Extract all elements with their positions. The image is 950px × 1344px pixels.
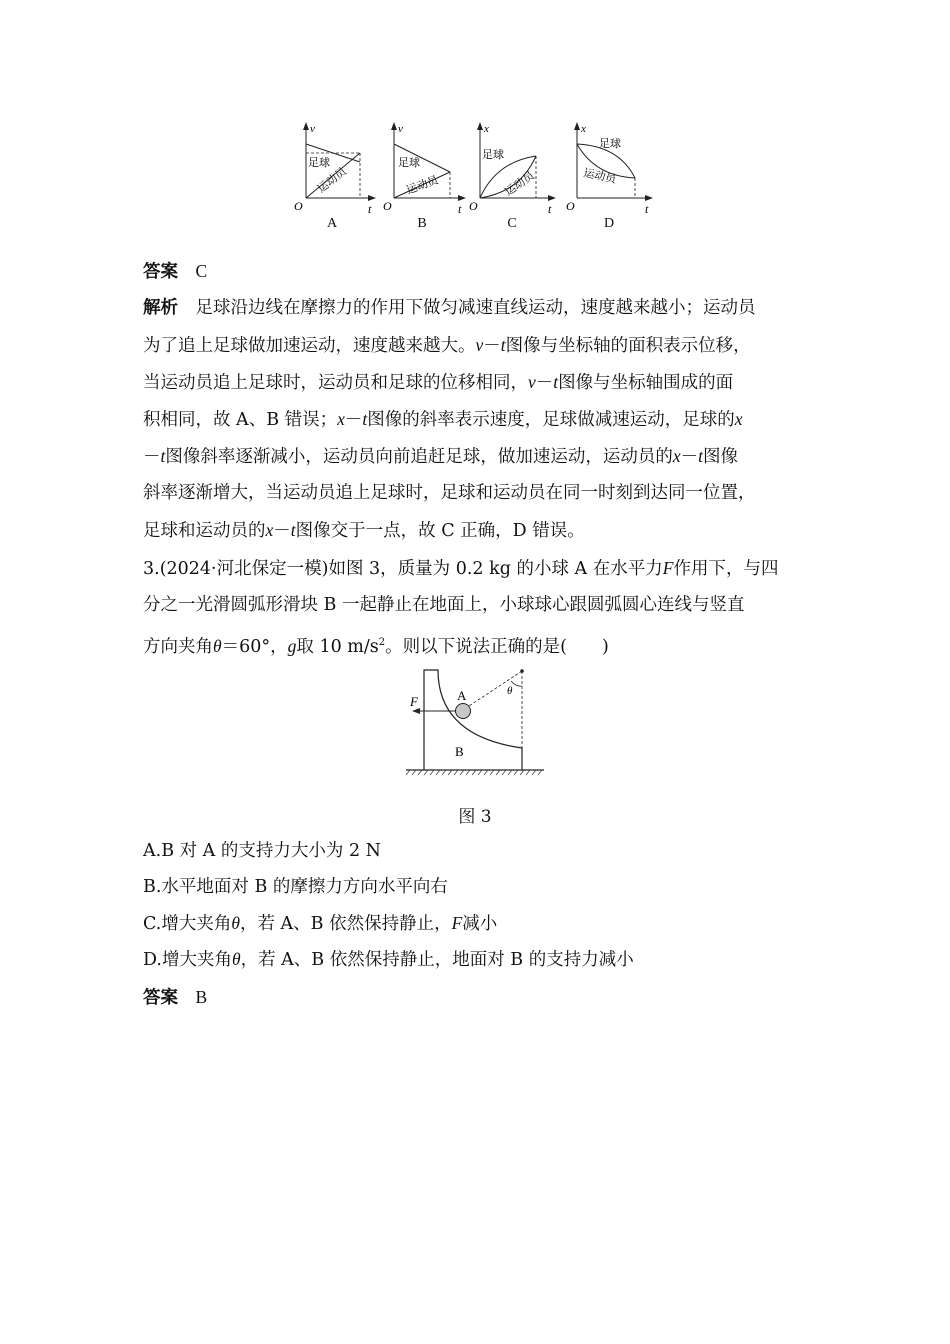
option-d-theta: θ xyxy=(231,949,241,969)
analysis-line-4 xyxy=(143,401,743,439)
answer-3-value: B xyxy=(195,987,208,1007)
graph-d-player-label: 运动员 xyxy=(582,166,618,186)
figure-3-diagram xyxy=(400,668,560,780)
analysis-t: t xyxy=(553,372,559,392)
analysis-line-7 xyxy=(143,512,585,550)
answer-3 xyxy=(143,979,207,1017)
graph-c-letter: C xyxy=(507,216,517,231)
question-3-g: g xyxy=(287,635,297,656)
graph-a-player-label: 运动员 xyxy=(314,164,349,196)
analysis-t: t xyxy=(290,520,296,540)
analysis-text-4c: 图像的斜率表示速度，足球做减速运动，足球的 xyxy=(367,410,735,430)
analysis-dash: － xyxy=(344,410,363,430)
analysis-text-2a: 为了追上足球做加速运动，速度越来越大。 xyxy=(143,336,476,356)
graph-c-plot xyxy=(468,118,556,218)
analysis-label: 解析 xyxy=(143,298,178,318)
analysis-t: t xyxy=(698,446,704,466)
option-c-text-c: 减小 xyxy=(462,914,498,934)
graph-c-player-label: 运动员 xyxy=(502,168,537,199)
graph-c-origin: O xyxy=(469,199,478,213)
figure-3-ball-label: A xyxy=(457,688,467,703)
graph-a-letter: A xyxy=(326,216,338,231)
option-c-force: F xyxy=(451,913,463,933)
graph-b-letter: B xyxy=(417,216,427,231)
analysis-line-2 xyxy=(143,327,751,365)
analysis-text-5b: 图像斜率逐渐减小，运动员向前追赶足球，做加速运动，运动员的 xyxy=(165,447,673,467)
analysis-line-6 xyxy=(143,475,756,512)
graph-b-y-label: v xyxy=(398,123,403,135)
option-a xyxy=(143,833,381,870)
option-c-text-b: ，若 A、B 依然保持静止， xyxy=(239,914,452,934)
analysis-t: t xyxy=(362,409,368,429)
analysis-v: v xyxy=(475,335,484,355)
question-3-line-2 xyxy=(143,587,744,624)
option-d xyxy=(143,941,634,979)
question-3-text-3a: 方向夹角 xyxy=(143,636,213,657)
graph-a-y-label: v xyxy=(310,123,315,135)
graph-b-player-label: 运动员 xyxy=(404,173,441,197)
graph-d-origin: O xyxy=(566,199,575,213)
analysis-text-5d: 图像 xyxy=(703,447,739,467)
graph-a-x-label: t xyxy=(368,202,372,216)
question-3-text-2: 分之一光滑圆弧形滑块 B 一起静止在地面上，小球球心跟圆弧圆心连线与竖直 xyxy=(143,595,745,615)
graph-b xyxy=(378,118,466,236)
option-b xyxy=(143,869,448,906)
analysis-dash: － xyxy=(143,447,161,467)
question-3-text-3b: ＝60°， xyxy=(221,636,288,657)
motion-graphs-figure xyxy=(288,118,663,236)
graph-d-plot xyxy=(565,118,653,218)
question-3-force-symbol: F xyxy=(662,558,674,578)
graph-a xyxy=(288,118,376,236)
option-c-text-a: C.增大夹角 xyxy=(143,914,232,934)
analysis-x: x xyxy=(337,409,345,429)
analysis-dash: － xyxy=(483,336,501,356)
graph-d xyxy=(565,118,653,236)
graph-d-letter: D xyxy=(603,216,615,231)
analysis-x: x xyxy=(672,446,681,466)
figure-3-caption: 图 3 xyxy=(458,807,492,827)
analysis-line-3 xyxy=(143,364,733,402)
analysis-dash: － xyxy=(535,373,554,393)
option-b-text: B.水平地面对 B 的摩擦力方向水平向右 xyxy=(143,877,448,897)
question-3-superscript: 2 xyxy=(378,637,386,648)
analysis-text-4a: 积相同，故 A、B 错误； xyxy=(143,410,338,430)
graph-b-origin: O xyxy=(383,199,392,213)
analysis-text-3a: 当运动员追上足球时，运动员和足球的位移相同， xyxy=(143,373,528,393)
analysis-x: x xyxy=(265,520,274,540)
graph-b-ball-label: 足球 xyxy=(398,156,420,169)
question-3-text-1b: 作用下，与四 xyxy=(673,559,779,579)
question-3-text-3d: 。则以下说法正确的是( ) xyxy=(385,636,609,657)
answer-1 xyxy=(143,253,207,291)
analysis-t: t xyxy=(500,335,506,355)
graph-c-x-label: t xyxy=(548,202,552,216)
answer-1-value: C xyxy=(195,261,208,281)
analysis-dash: － xyxy=(680,447,699,467)
graph-c xyxy=(468,118,556,236)
option-d-text-b: ，若 A、B 依然保持静止，地面对 B 的支持力减小 xyxy=(240,950,634,970)
graph-d-ball-label: 足球 xyxy=(599,137,621,150)
analysis-t: t xyxy=(160,446,166,466)
analysis-line-1 xyxy=(143,290,756,327)
option-c xyxy=(143,905,497,943)
graph-d-y-label: x xyxy=(581,123,586,135)
graph-c-ball-label: 足球 xyxy=(482,148,504,161)
option-a-text: A.B 对 A 的支持力大小为 2 N xyxy=(143,841,381,861)
analysis-v: v xyxy=(528,372,536,392)
answer-1-label: 答案 xyxy=(143,262,178,282)
graph-b-plot xyxy=(378,118,466,218)
question-3-theta: θ xyxy=(213,635,222,656)
figure-3-block-label: B xyxy=(455,744,464,759)
graph-a-origin: O xyxy=(294,199,303,213)
analysis-dash: － xyxy=(273,521,291,541)
analysis-text-2c: 图像与坐标轴的面积表示位移， xyxy=(505,336,751,356)
graph-a-plot xyxy=(288,118,376,218)
analysis-text-7c: 图像交于一点，故 C 正确，D 错误。 xyxy=(295,521,585,541)
option-c-theta: θ xyxy=(231,913,240,933)
analysis-line-5 xyxy=(143,438,738,476)
option-d-text-a: D.增大夹角 xyxy=(143,950,232,970)
question-3-text-3c: 取 10 m/s xyxy=(296,636,379,657)
figure-3-angle-label: θ xyxy=(507,685,513,697)
graph-c-y-label: x xyxy=(484,123,489,135)
graph-d-x-label: t xyxy=(645,202,649,216)
analysis-text-7a: 足球和运动员的 xyxy=(143,521,266,541)
question-3-line-3 xyxy=(143,624,609,666)
analysis-text-6: 斜率逐渐增大，当运动员追上足球时，足球和运动员在同一时刻到达同一位置， xyxy=(143,483,756,503)
figure-3-force-label: F xyxy=(410,694,418,709)
graph-a-ball-label: 足球 xyxy=(308,156,330,169)
question-3-text-1a: 3.(2024·河北保定一模)如图 3，质量为 0.2 kg 的小球 A 在水平力 xyxy=(143,559,663,579)
analysis-x: x xyxy=(734,409,743,429)
answer-3-label: 答案 xyxy=(143,988,178,1008)
analysis-text-1: 足球沿边线在摩擦力的作用下做匀减速直线运动，速度越来越小；运动员 xyxy=(195,298,756,318)
question-3-line-1 xyxy=(143,550,778,588)
graph-b-x-label: t xyxy=(458,202,462,216)
analysis-text-3c: 图像与坐标轴围成的面 xyxy=(558,373,734,393)
